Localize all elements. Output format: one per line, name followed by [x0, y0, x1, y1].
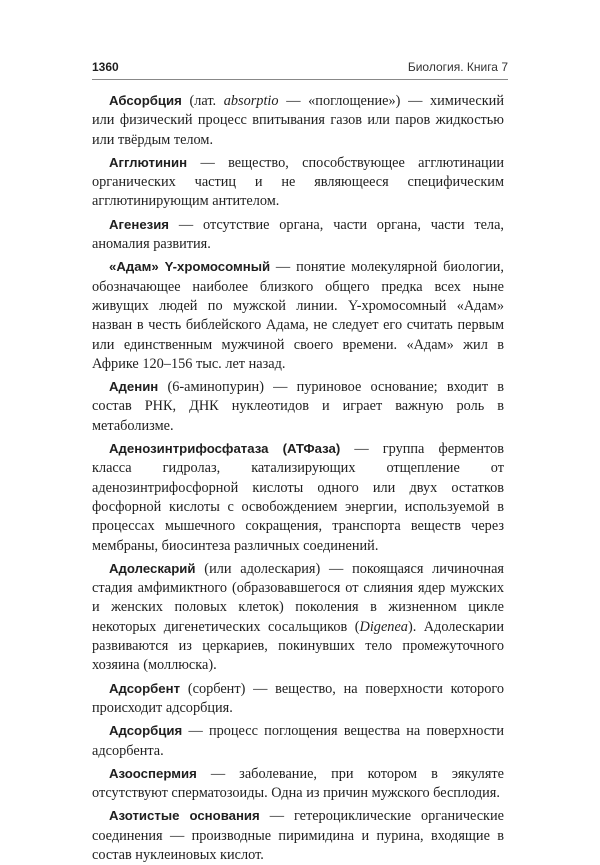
- entry-text: — вещество, способствующее агглютинации органических частиц и не являющееся специфическим агглютинирующим антителом.: [92, 154, 504, 210]
- entry-text: (или адолескария) — покоящаяся личиночная стадия амфимиктного (образовавшегося от слияния ядер мужских и женских половых клеток) поколения в жизненном цикле некоторых дигенетических сосальщиков (: [92, 560, 504, 635]
- entry-italic-text: Digenea: [359, 618, 408, 635]
- entry-term: Азооспермия: [109, 765, 197, 781]
- entry-nitrogenous-bases: [92, 806, 504, 865]
- header-divider: [92, 79, 508, 80]
- entry-agglutinin: [92, 153, 504, 212]
- entry-term: Адсорбент: [109, 680, 181, 696]
- entry-term: Адолескарий: [109, 560, 196, 576]
- glossary-body: [92, 91, 504, 865]
- entry-text: — заболевание, при котором в эякуляте отсутствуют сперматозоиды. Одна из причин мужского бесплодия.: [92, 765, 504, 802]
- entry-term: Абсорбция: [109, 93, 182, 108]
- entry-adsorbent: [92, 679, 504, 719]
- entry-agenesis: [92, 215, 504, 255]
- entry-text: — процесс поглощения вещества на поверхности адсорбента.: [92, 723, 504, 759]
- entry-text: — понятие молекулярной биологии, обозначающее наиболее близкого общего предка всех ныне живущих людей по мужской линии. Y-хромосомный «Адам» назван в честь библейского Адама, не следует его считать первым или единственным мужчиной своего времени. «Адам» жил в Африке 120–156 тыс. лет назад.: [92, 259, 504, 372]
- entry-term: Азотистые основания: [109, 808, 260, 824]
- page-header: [92, 60, 508, 76]
- entry-adsorption: [92, 721, 504, 761]
- entry-y-adam: [92, 257, 504, 374]
- entry-azoospermia: [92, 764, 504, 804]
- entry-adolescaria: [92, 559, 504, 676]
- entry-atpase: [92, 439, 504, 556]
- entry-term: Агенезия: [109, 216, 170, 232]
- entry-text: — группа ферментов класса гидролаз, катализирующих отщепление от аденозинтрифосфорной кислоты одного или двух остатков фосфорной кислоты с освобождением энергии, используемой в процессах мышечного сокращения, транспорта веществ через мембраны, биосинтеза различных соединений.: [92, 441, 505, 554]
- entry-term: Аденин: [109, 379, 159, 395]
- entry-text: — гетероциклические органические соединения — производные пиримидина и пурина, входящие в состав нуклеиновых кислот.: [92, 808, 504, 863]
- entry-term: Агглютинин: [109, 154, 188, 170]
- entry-adenine: [92, 377, 504, 436]
- entry-italic-text: absorptio: [223, 93, 279, 109]
- entry-absorption: [92, 91, 504, 150]
- entry-text: (сорбент) — вещество, на поверхности которого происходит адсорбция.: [92, 680, 504, 716]
- entry-text: (лат.: [181, 93, 224, 109]
- entry-term: Адсорбция: [109, 723, 183, 739]
- running-title: Биология. Книга 7: [407, 60, 508, 74]
- entry-text: (6-аминопурин) — пуриновое основание; входит в состав РНК, ДНК нуклеотидов и играет важную роль в метаболизме.: [92, 379, 504, 434]
- entry-text: — отсутствие органа, части органа, части тела, аномалия развития.: [92, 216, 504, 253]
- entry-term: «Адам» Y-хромосомный: [109, 259, 271, 275]
- entry-text: ). Адолескарии развиваются из церкариев, покинувших тело промежуточного хозяина (моллюска).: [92, 618, 504, 674]
- page-number: 1360: [92, 60, 119, 74]
- entry-text: — «поглощение») — химический или физический процесс впитывания газов или паров жидкостью или твёрдым телом.: [92, 93, 504, 148]
- entry-term: Аденозинтрифосфатаза (АТФаза): [109, 441, 341, 457]
